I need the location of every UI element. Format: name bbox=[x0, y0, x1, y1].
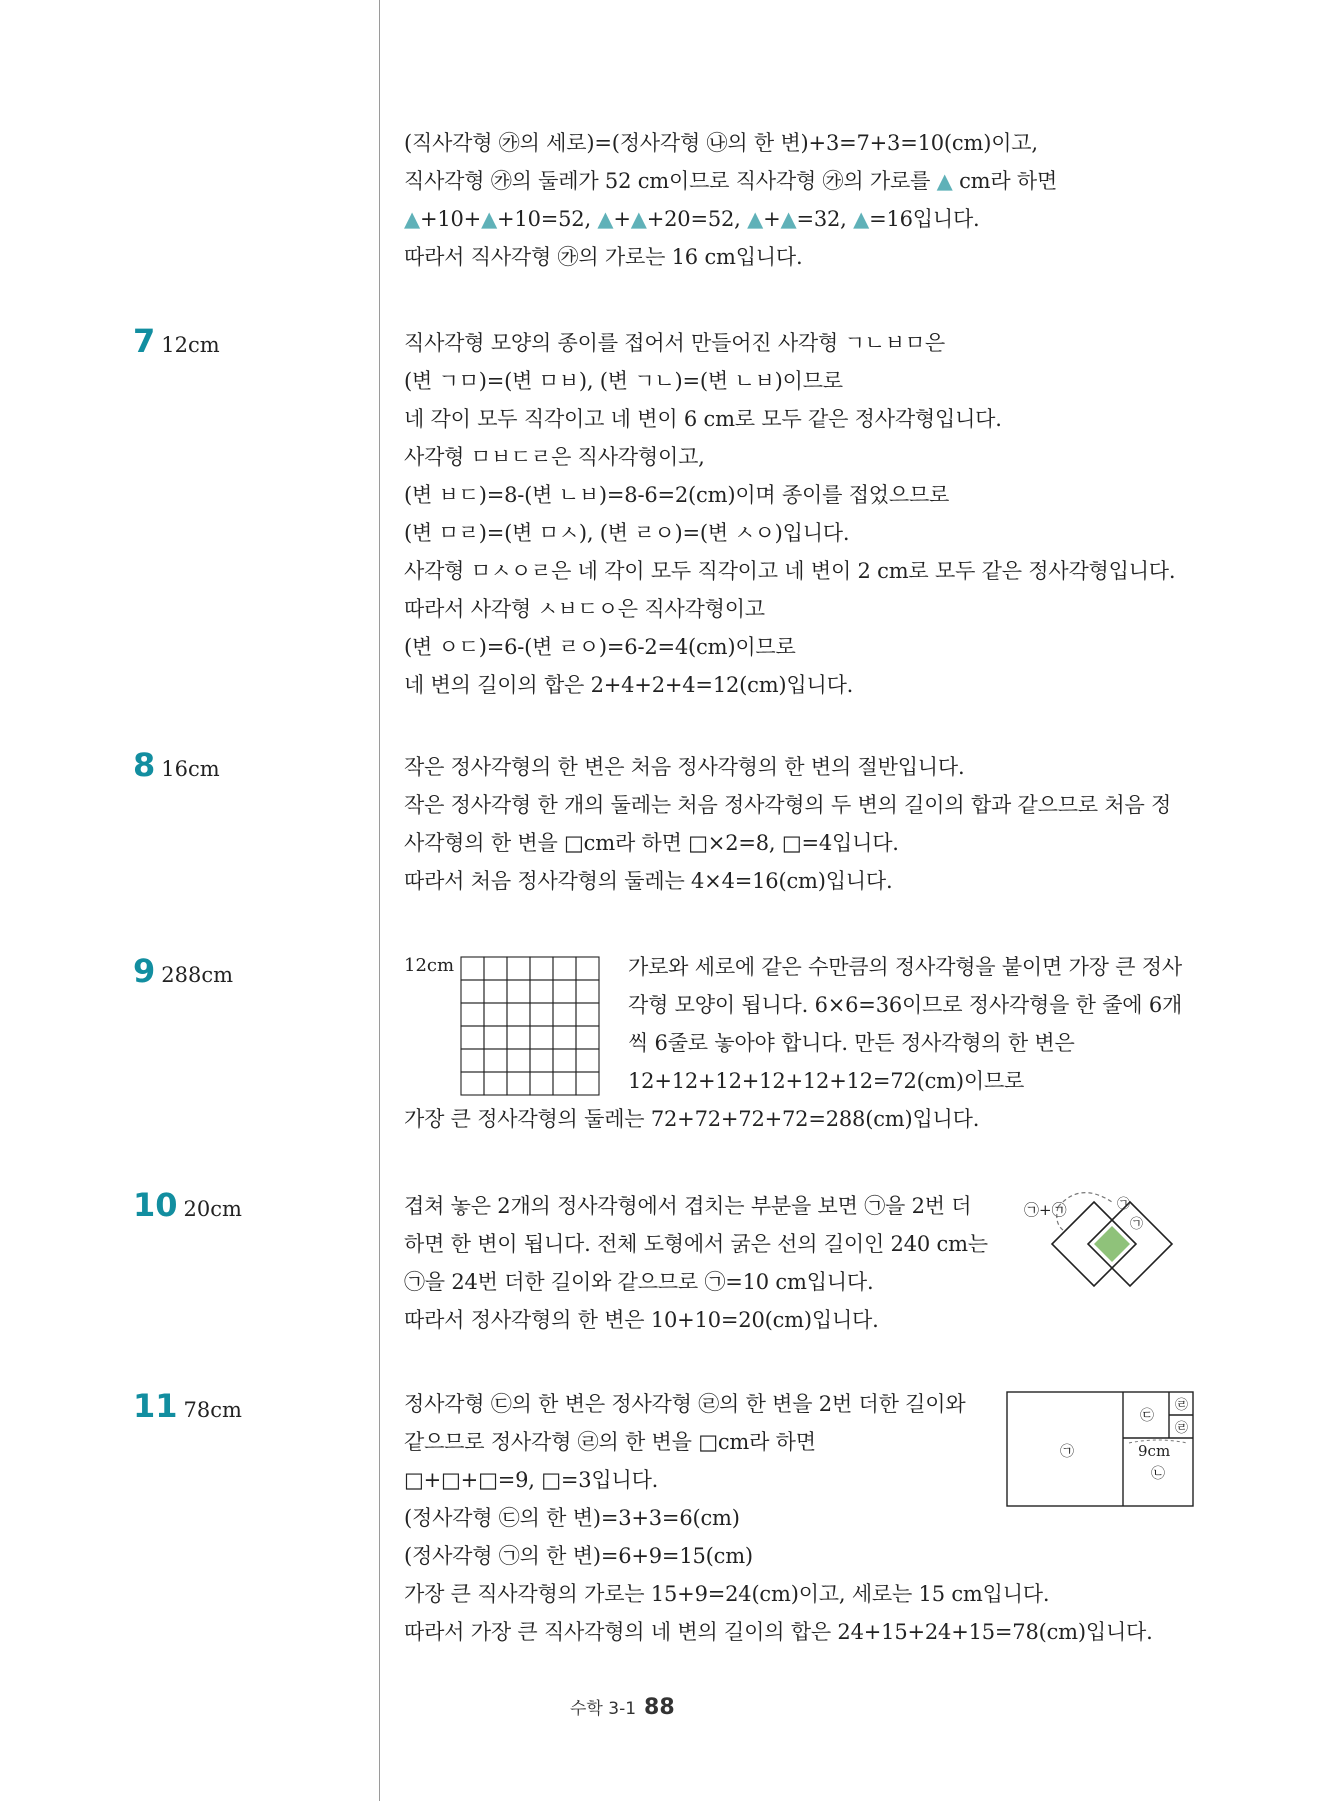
q7-line: 사각형 ㅁㅂㄷㄹ은 직사각형이고, bbox=[404, 445, 705, 469]
q10-line: 하면 한 변이 됩니다. 전체 도형에서 굵은 선의 길이인 240 cm는 bbox=[404, 1232, 988, 1256]
column-divider bbox=[379, 0, 380, 1801]
q11-line: 따라서 가장 큰 직사각형의 네 변의 길이의 합은 24+15+24+15=78(cm)입니다. bbox=[404, 1620, 1153, 1644]
q10-line: 따라서 정사각형의 한 변은 10+10=20(cm)입니다. bbox=[404, 1308, 879, 1332]
intro-line: 직사각형 ㉮의 둘레가 52 cm이므로 직사각형 ㉮의 가로를 ▲ cm라 하면 bbox=[404, 169, 1058, 193]
label-a: ㉠ bbox=[1117, 1197, 1131, 1212]
question-answer: 78cm bbox=[183, 1398, 242, 1422]
grid-cell bbox=[507, 1026, 530, 1049]
q11-line: 가장 큰 직사각형의 가로는 15+9=24(cm)이고, 세로는 15 cm입니다. bbox=[404, 1582, 1050, 1606]
grid-cell bbox=[530, 1003, 553, 1026]
q11-line: □+□+□=9, □=3입니다. bbox=[404, 1468, 659, 1492]
q8-line: 작은 정사각형의 한 변은 처음 정사각형의 한 변의 절반입니다. bbox=[404, 755, 965, 779]
intro-line: 따라서 직사각형 ㉮의 가로는 16 cm입니다. bbox=[404, 245, 803, 269]
q8-line: 따라서 처음 정사각형의 둘레는 4×4=16(cm)입니다. bbox=[404, 869, 893, 893]
grid-cell bbox=[507, 1049, 530, 1072]
grid-cell bbox=[553, 957, 576, 980]
grid-cell bbox=[461, 1049, 484, 1072]
grid-cell bbox=[484, 1072, 507, 1095]
triangle-symbol: ▲ bbox=[780, 207, 797, 231]
triangle-symbol: ▲ bbox=[853, 207, 870, 231]
grid-cell bbox=[576, 1003, 599, 1026]
label-b: ㉡ bbox=[1151, 1466, 1165, 1482]
overlapping-squares-figure bbox=[1020, 1185, 1200, 1305]
square-grid-figure bbox=[460, 956, 600, 1096]
overlap-area bbox=[1094, 1226, 1130, 1262]
question-number: 11 bbox=[133, 1387, 178, 1425]
grid-cell bbox=[530, 980, 553, 1003]
grid-cell bbox=[530, 1049, 553, 1072]
question-9-header bbox=[133, 952, 233, 990]
question-answer: 12cm bbox=[161, 333, 220, 357]
triangle-symbol: ▲ bbox=[597, 207, 614, 231]
grid-cell bbox=[553, 980, 576, 1003]
question-7-header bbox=[133, 322, 220, 360]
grid-cell bbox=[507, 1003, 530, 1026]
grid-cell bbox=[507, 980, 530, 1003]
triangle-symbol: ▲ bbox=[481, 207, 498, 231]
subject-label: 수학 3-1 bbox=[570, 1699, 637, 1719]
grid-cell bbox=[484, 980, 507, 1003]
intro-line: (직사각형 ㉮의 세로)=(정사각형 ㉯의 한 변)+3=7+3=10(cm)이고, bbox=[404, 131, 1038, 155]
q7-line: 직사각형 모양의 종이를 접어서 만들어진 사각형 ㄱㄴㅂㅁ은 bbox=[404, 331, 945, 355]
grid-cell bbox=[484, 957, 507, 980]
q7-line: 따라서 사각형 ㅅㅂㄷㅇ은 직사각형이고 bbox=[404, 597, 765, 621]
grid-cell bbox=[553, 1072, 576, 1095]
label-length: 9cm bbox=[1138, 1442, 1171, 1460]
grid-cell bbox=[461, 1026, 484, 1049]
question-11-header bbox=[133, 1387, 242, 1425]
triangle-symbol: ▲ bbox=[936, 169, 953, 193]
grid-cell bbox=[553, 1049, 576, 1072]
q9-line: 12+12+12+12+12+12=72(cm)이므로 bbox=[628, 1069, 1025, 1093]
grid-cell bbox=[530, 957, 553, 980]
triangle-symbol: ▲ bbox=[630, 207, 647, 231]
grid-cell bbox=[484, 1049, 507, 1072]
q8-line: 사각형의 한 변을 □cm라 하면 □×2=8, □=4입니다. bbox=[404, 831, 899, 855]
grid-cell bbox=[576, 957, 599, 980]
question-number: 10 bbox=[133, 1186, 178, 1224]
question-number: 9 bbox=[133, 952, 156, 990]
q10-line: 겹쳐 놓은 2개의 정사각형에서 겹치는 부분을 보면 ㉠을 2번 더 bbox=[404, 1194, 972, 1218]
triangle-symbol: ▲ bbox=[404, 207, 420, 231]
q8-line: 작은 정사각형 한 개의 둘레는 처음 정사각형의 두 변의 길이의 합과 같으므로 처음 정 bbox=[404, 793, 1172, 817]
q9-line: 가장 큰 정사각형의 둘레는 72+72+72+72=288(cm)입니다. bbox=[404, 1107, 980, 1131]
grid-cell bbox=[484, 1003, 507, 1026]
q10-line: ㉠을 24번 더한 길이와 같으므로 ㉠=10 cm입니다. bbox=[404, 1270, 874, 1294]
grid-cell bbox=[507, 957, 530, 980]
q11-line: 같으므로 정사각형 ㉣의 한 변을 □cm라 하면 bbox=[404, 1430, 816, 1454]
grid-cell bbox=[484, 1026, 507, 1049]
grid-cell bbox=[461, 980, 484, 1003]
page-number: 88 bbox=[644, 1695, 675, 1720]
q7-line: (변 ㅁㄹ)=(변 ㅁㅅ), (변 ㄹㅇ)=(변 ㅅㅇ)입니다. bbox=[404, 521, 850, 545]
label-a-plus-a: ㉠+㉠ bbox=[1024, 1201, 1067, 1219]
intro-line: ▲+10+▲+10=52, ▲+▲+20=52, ▲+▲=32, ▲=16입니다. bbox=[404, 207, 980, 231]
grid-cell bbox=[576, 980, 599, 1003]
q7-line: 네 변의 길이의 합은 2+4+2+4=12(cm)입니다. bbox=[404, 673, 854, 697]
label-c: ㉢ bbox=[1140, 1408, 1154, 1424]
q9-line: 씩 6줄로 놓아야 합니다. 만든 정사각형의 한 변은 bbox=[628, 1031, 1075, 1055]
question-answer: 288cm bbox=[161, 963, 234, 987]
q7-line: 사각형 ㅁㅅㅇㄹ은 네 각이 모두 직각이고 네 변이 2 cm로 모두 같은 정사각형입니다. bbox=[404, 559, 1176, 583]
q9-line: 가로와 세로에 같은 수만큼의 정사각형을 붙이면 가장 큰 정사 bbox=[628, 955, 1182, 979]
q11-line: 정사각형 ㉢의 한 변은 정사각형 ㉣의 한 변을 2번 더한 길이와 bbox=[404, 1392, 966, 1416]
label-d: ㉣ bbox=[1175, 1421, 1189, 1436]
grid-cell bbox=[576, 1026, 599, 1049]
label-a: ㉠ bbox=[1060, 1444, 1074, 1460]
q11-line: (정사각형 ㉢의 한 변)=3+3=6(cm) bbox=[404, 1506, 740, 1530]
grid-cell bbox=[530, 1072, 553, 1095]
grid-cell bbox=[461, 1003, 484, 1026]
question-answer: 20cm bbox=[183, 1197, 242, 1221]
q7-line: (변 ㅇㄷ)=6-(변 ㄹㅇ)=6-2=4(cm)이므로 bbox=[404, 635, 796, 659]
question-10-header bbox=[133, 1186, 242, 1224]
label-d: ㉣ bbox=[1175, 1398, 1189, 1413]
grid-cell bbox=[553, 1026, 576, 1049]
triangle-symbol: ▲ bbox=[747, 207, 764, 231]
question-number: 8 bbox=[133, 746, 156, 784]
grid-cell bbox=[461, 1072, 484, 1095]
grid-cell bbox=[530, 1026, 553, 1049]
question-answer: 16cm bbox=[161, 757, 220, 781]
q11-line: (정사각형 ㉠의 한 변)=6+9=15(cm) bbox=[404, 1544, 753, 1568]
label-a: ㉠ bbox=[1130, 1217, 1144, 1232]
grid-figure-label: 12cm bbox=[404, 955, 455, 976]
q7-line: (변 ㄱㅁ)=(변 ㅁㅂ), (변 ㄱㄴ)=(변 ㄴㅂ)이므로 bbox=[404, 369, 843, 393]
q7-line: (변 ㅂㄷ)=8-(변 ㄴㅂ)=8-6=2(cm)이며 종이를 접었으므로 bbox=[404, 483, 950, 507]
grid-cell bbox=[461, 957, 484, 980]
grid-cell bbox=[576, 1072, 599, 1095]
q7-line: 네 각이 모두 직각이고 네 변이 6 cm로 모두 같은 정사각형입니다. bbox=[404, 407, 1002, 431]
question-8-header bbox=[133, 746, 220, 784]
grid-cell bbox=[507, 1072, 530, 1095]
q9-line: 각형 모양이 됩니다. 6×6=36이므로 정사각형을 한 줄에 6개 bbox=[628, 993, 1183, 1017]
grid-cell bbox=[576, 1049, 599, 1072]
grid-cell bbox=[553, 1003, 576, 1026]
rectangle-squares-figure bbox=[1005, 1390, 1197, 1510]
page-footer bbox=[570, 1694, 675, 1720]
question-number: 7 bbox=[133, 322, 156, 360]
